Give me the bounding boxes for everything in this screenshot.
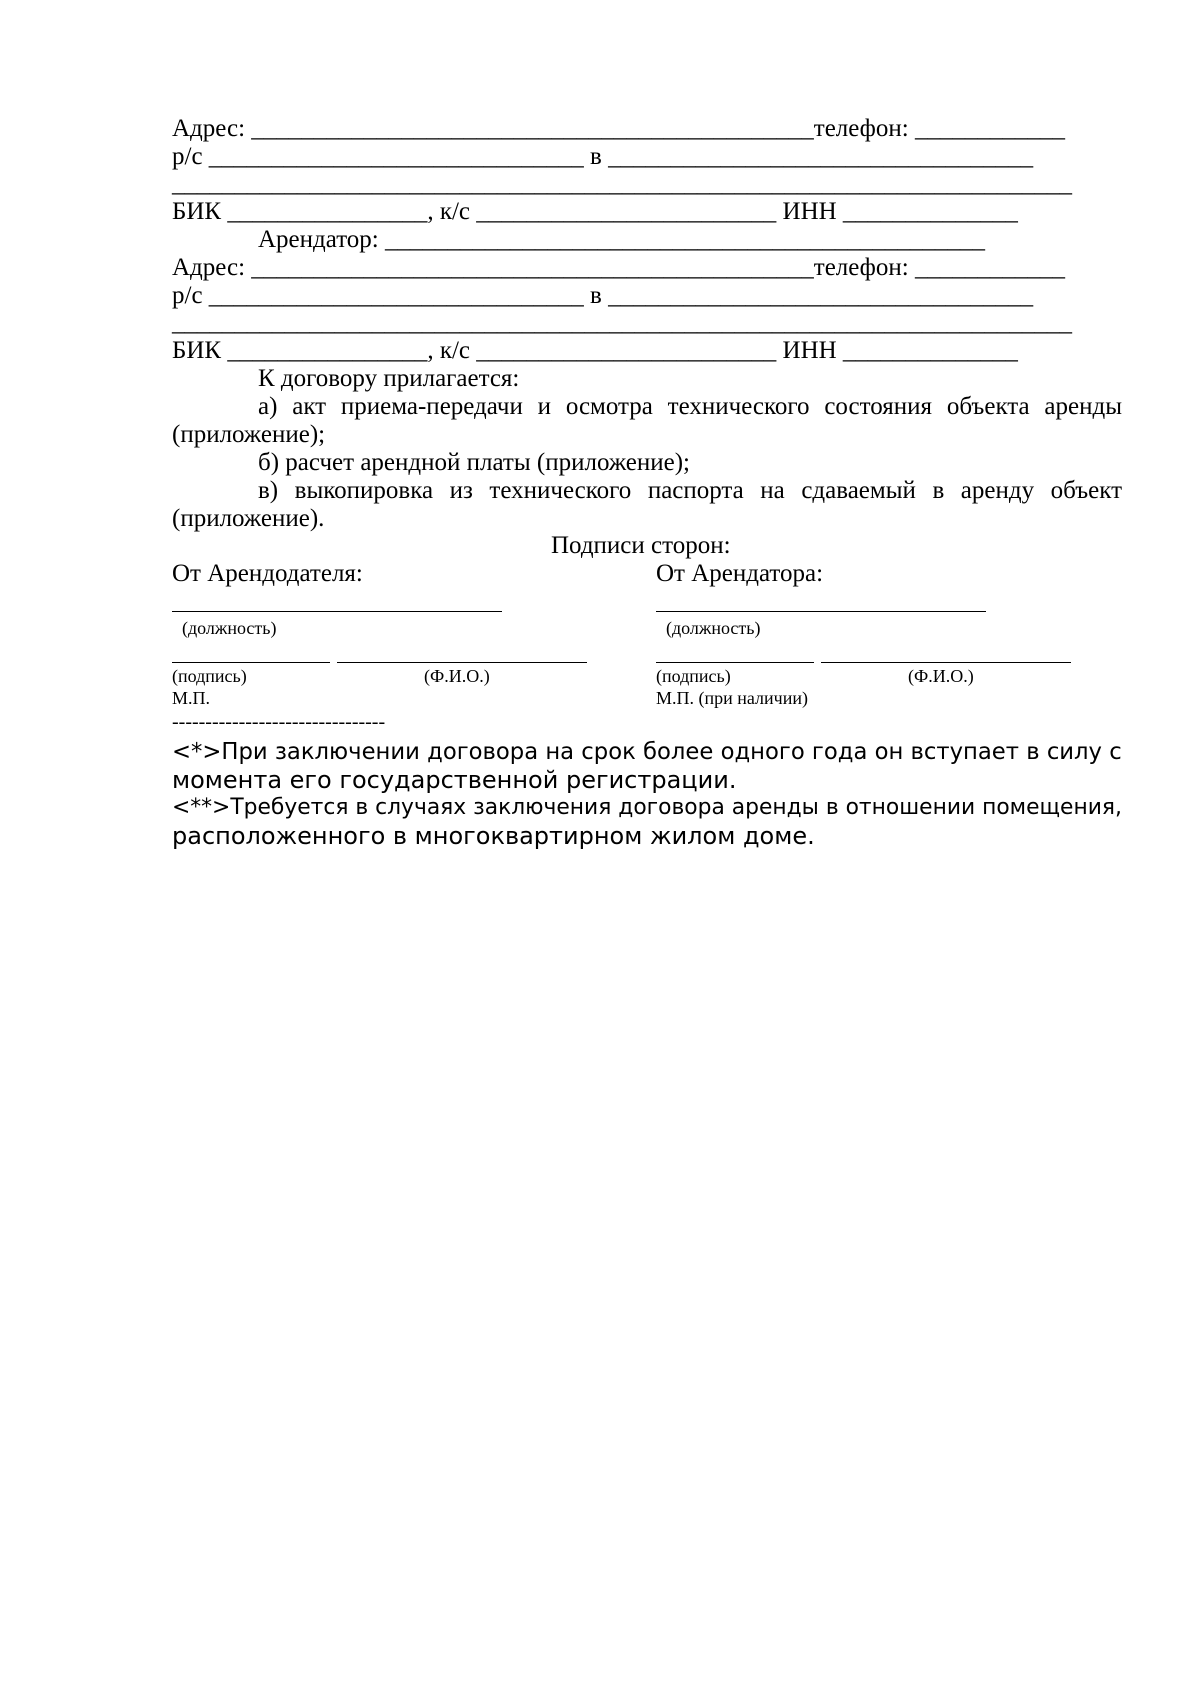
lessor-signature-caption: (подпись): [172, 666, 247, 686]
footnote-separator: --------------------------------: [172, 711, 386, 733]
tenant-blank-line: ________________________________________________________________________: [172, 309, 1072, 336]
lessor-name-caption: (Ф.И.О.): [424, 666, 490, 686]
tenant-name-caption: (Ф.И.О.): [908, 666, 974, 686]
tenant-title-line: Арендатор: ________________________________________________: [258, 226, 985, 253]
signatures-heading: Подписи сторон:: [551, 532, 731, 559]
lessor-signature-line: [172, 662, 330, 663]
attachment-item-b: б) расчет арендной платы (приложение);: [258, 449, 691, 476]
lessor-label: От Арендодателя:: [172, 560, 363, 587]
footnote-2-line-1: <**>Требуется в случаях заключения договора аренды в отношении помещения,: [172, 795, 1122, 820]
attachment-item-a: а) акт приема-передачи и осмотра технического состояния объекта аренды (приложение);: [172, 393, 1122, 448]
tenant-stamp-caption: М.П. (при наличии): [656, 688, 808, 708]
footnote-1-line-2: момента его государственной регистрации.: [172, 766, 737, 794]
tenant-position-line: [656, 611, 986, 612]
lessor-blank-line: ________________________________________________________________________: [172, 170, 1072, 197]
footnote-2-line-2: расположенного в многоквартирном жилом доме.: [172, 822, 815, 850]
lessor-name-line: [337, 662, 587, 663]
lessor-position-caption: (должность): [182, 618, 277, 638]
tenant-account-line: р/с ______________________________ в __________________________________: [172, 282, 1034, 309]
lessor-address-line: Адрес: _____________________________________________телефон: ____________: [172, 115, 1065, 142]
tenant-signature-caption: (подпись): [656, 666, 731, 686]
lessor-bank-line: БИК ________________, к/с ________________________ ИНН ______________: [172, 198, 1018, 225]
tenant-address-line: Адрес: _____________________________________________телефон: ____________: [172, 254, 1065, 281]
lessor-account-line: р/с ______________________________ в __________________________________: [172, 143, 1034, 170]
lessor-position-line: [172, 611, 502, 612]
footnote-1-line-1: <*>При заключении договора на срок более одного года он вступает в силу с: [172, 739, 1122, 765]
attachment-item-c: в) выкопировка из технического паспорта на сдаваемый в аренду объект (приложение).: [172, 477, 1122, 532]
attachments-heading: К договору прилагается:: [258, 365, 520, 392]
lessor-stamp-caption: М.П.: [172, 688, 211, 708]
tenant-bank-line: БИК ________________, к/с ________________________ ИНН ______________: [172, 337, 1018, 364]
tenant-signature-line: [656, 662, 814, 663]
tenant-label: От Арендатора:: [656, 560, 824, 587]
tenant-position-caption: (должность): [666, 618, 761, 638]
tenant-name-line: [821, 662, 1071, 663]
